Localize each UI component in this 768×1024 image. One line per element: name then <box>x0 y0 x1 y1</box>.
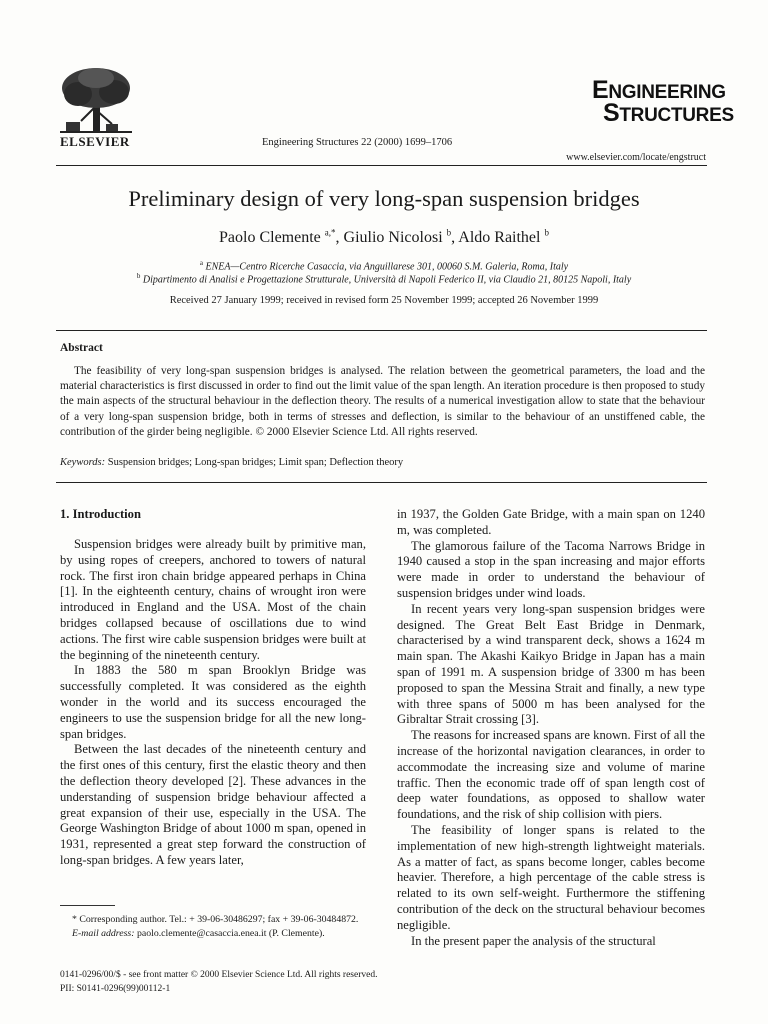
journal-logo-cap-s: S <box>603 99 620 127</box>
section-heading: 1. Introduction <box>60 507 141 521</box>
footnote-email-label: E-mail address: <box>72 927 135 939</box>
author-affiliation-mark: a,* <box>324 227 336 238</box>
footnote-email-line <box>60 927 366 941</box>
paragraph: Between the last decades of the nineteenth century and the first ones of this century, first the elastic theory and then the deflection theory developed [2]. These advances in the understanding of suspension bridge behaviour affected a great expansion of their use, especially in the USA. The George Washington Bridge of about 1000 m span, opened in 1931, represented a great step forward the construction of long-span bridges. A few years later, <box>60 742 366 867</box>
journal-logo-cap-e: E <box>592 76 609 104</box>
affiliation-mark: b <box>136 272 141 280</box>
affiliation-a <box>0 259 768 272</box>
right-column <box>397 507 705 949</box>
left-column <box>60 537 366 869</box>
affiliation-b <box>0 272 768 285</box>
abstract-heading: Abstract <box>60 342 103 354</box>
publisher-name: ELSEVIER <box>60 134 130 149</box>
author-list: Paolo Clemente $^{a,*}$, Giulio Nicolosi $^b$, Aldo Raithel $^b$ <box>219 227 549 246</box>
pii-line: PII: S0141-0296(99)00112-1 <box>60 984 171 994</box>
affiliation-mark: a <box>199 259 204 267</box>
article-title: Preliminary design of very long-span suspension bridges <box>128 186 640 211</box>
keywords <box>60 457 403 468</box>
paragraph: Suspension bridges were already built by primitive man, by using ropes of creepers, anchored to towers of natural rock. The first iron chain bridge appeared perhaps in China [1]. In the eighteenth century, chains of wrought iron were introduced in England and the USA. Most of the chain bridges collapsed because of oscillations due to wind actions. The first wire cable suspension bridges were built at the beginning of the nineteenth century. <box>60 537 366 662</box>
footnote-corresponding: * Corresponding author. Tel.: + 39-06-30486297; fax + 39-06-30484872. <box>72 914 359 925</box>
footnote-email[interactable]: paolo.clemente@casaccia.enea.it (P. Clemente). <box>136 927 325 939</box>
abstract-top-rule <box>56 330 707 331</box>
journal-logo <box>592 76 734 127</box>
abstract-bottom-rule <box>56 482 707 483</box>
footnote-rule <box>60 905 115 906</box>
front-matter <box>60 968 377 996</box>
issn-line: 0141-0296/00/$ - see front matter © 2000 Elsevier Science Ltd. All rights reserved. <box>60 970 378 980</box>
author-affiliation-mark: b <box>446 227 452 238</box>
header-rule <box>56 165 707 166</box>
paragraph: The glamorous failure of the Tacoma Narrows Bridge in 1940 caused a stop in the span increasing and major efforts were made in order to understand the behaviour of suspension bridges under wind loads. <box>397 538 705 600</box>
keywords-label: Keywords: <box>60 457 106 468</box>
elsevier-tree-logo <box>56 66 136 134</box>
paragraph: The feasibility of longer spans is related to the implementation of new high-strength lightweight materials. As a matter of fact, as spans become longer, cables become heavier. Therefore, a high percentage of the cable stress is related to its own self-weight. Furthermore the stiffening contribution of the deck on the structural behaviour becomes negligible. <box>397 822 705 932</box>
affiliation-text: ENEA—Centro Ricerche Casaccia, via Anguillarese 301, 00060 S.M. Galeria, Roma, Italy <box>205 261 569 273</box>
footnote <box>60 913 366 940</box>
abstract-text: The feasibility of very long-span suspension bridges is analysed. The relation between the geometrical parameters, the load and the material characteristics is first discussed in order to find out the limit value of the span length. An iteration procedure is then proposed to study the main aspects of the structural behaviour in the deflection theory. The results of a numerical investigation allow to state that the behaviour of a very long-span suspension bridge, both in terms of stresses and deflection, is similar to the behaviour of an unstiffened cable, the contribution of the girder being negligible. © 2000 Elsevier Science Ltd. All rights reserved. <box>60 365 705 438</box>
affiliation-text: Dipartimento di Analisi e Progettazione Strutturale, Università di Napoli Federico II, via Claudio 21, 80125 Napoli, Italy <box>142 274 632 286</box>
paragraph: in 1937, the Golden Gate Bridge, with a main span on 1240 m, was completed. <box>397 507 705 537</box>
keywords-text: Suspension bridges; Long-span bridges; Limit span; Deflection theory <box>107 457 404 468</box>
paragraph: In 1883 the 580 m span Brooklyn Bridge was successfully completed. It was considered as the eighth wonder in the world and its success encouraged the engineers to use the suspension bridge for all the new long-span bridges. <box>60 663 366 741</box>
journal-reference: Engineering Structures 22 (2000) 1699–1706 <box>262 137 453 148</box>
author-name: Paolo Clemente <box>219 229 321 246</box>
author-affiliation-mark: b <box>544 227 549 238</box>
received-dates: Received 27 January 1999; received in revised form 25 November 1999; accepted 26 November 1999 <box>169 295 599 306</box>
paragraph: In the present paper the analysis of the structural <box>411 933 656 948</box>
paragraph: The reasons for increased spans are known. First of all the increase of the horizontal navigation clearances, in order to accommodate the increasing size and volume of marine traffic. Then the economic trade off of span length cost of deep water foundations, as opposed to shallow water foundations, and the risk of ship collision with piers. <box>397 728 705 822</box>
author-name: Giulio Nicolosi <box>343 229 443 246</box>
journal-logo-word2: TRUCTURES <box>619 105 734 126</box>
journal-logo-word1: NGINEERING <box>608 82 726 103</box>
paragraph: In recent years very long-span suspension bridges were designed. The Great Belt East Bridge in Denmark, characterised by a wind transparent deck, shows a 1624 m main span. The Akashi Kaikyo Bridge in Japan has a main span of 1991 m. A suspension bridge of 3300 m has been proposed to span the Messina Strait and finally, a new type with three spans of 5000 m has been analysed for the Gibraltar Strait crossing [3]. <box>397 601 705 727</box>
author-name: Aldo Raithel <box>458 229 541 246</box>
journal-url[interactable]: www.elsevier.com/locate/engstruct <box>566 152 706 163</box>
